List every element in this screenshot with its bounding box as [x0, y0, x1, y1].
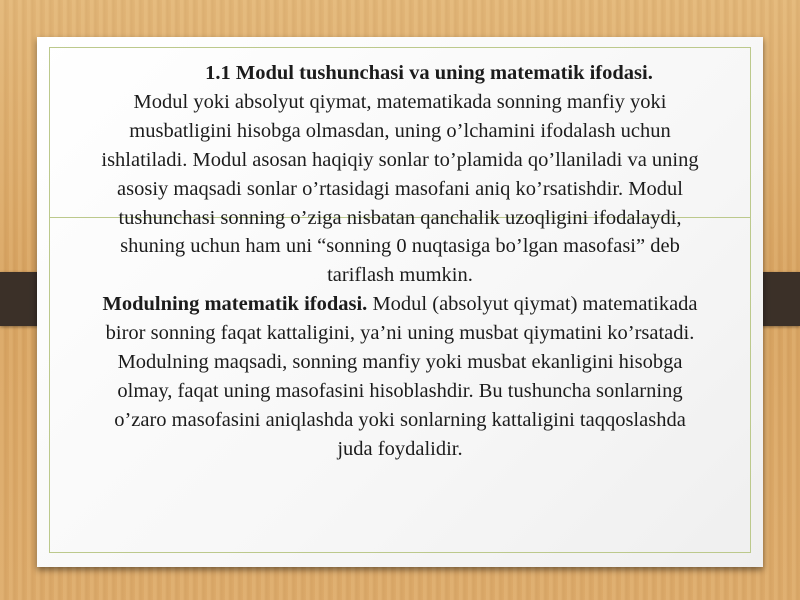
slide-heading: 1.1 Modul tushunchasi va uning matematik ifodasi. [205, 62, 653, 84]
paragraph-1: Modul yoki absolyut qiymat, matematikada sonning manfiy yoki musbatligini hisobga olmasdan, uning o’lchamini ifodalash uchun ishlatiladi. Modul asosan haqiqiy sonlar to’plamida qo’llaniladi va uning asosiy maqsadi sonlar o’rtasidagi masofani aniq ko’rsatishdir. Modul tushunchasi sonning o’ziga nisbatan qanchalik uzoqligini ifodalaydi, shuning uchun ham uni “sonning 0 nuqtasiga bo’lgan masofasi” deb tariflash mumkin. [101, 90, 699, 287]
subheading: Modulning matematik ifodasi. [102, 293, 368, 316]
slide-content [97, 59, 703, 464]
paragraph-2-block [97, 290, 703, 463]
paragraph-2: Modul (absolyut qiymat) matematikada biror sonning faqat kattaligini, ya’ni uning musbat qiymatini ko’rsatadi. Modulning maqsadi, sonning manfiy yoki musbat ekanligini hisobga olmay, faqat uning masofasini hisoblashdir. Bu tushuncha sonlarning o’zaro masofasini aniqlashda yoki sonlarning kattaligini taqqoslashda juda foydalidir. [105, 293, 698, 460]
slide-paper [37, 37, 763, 567]
